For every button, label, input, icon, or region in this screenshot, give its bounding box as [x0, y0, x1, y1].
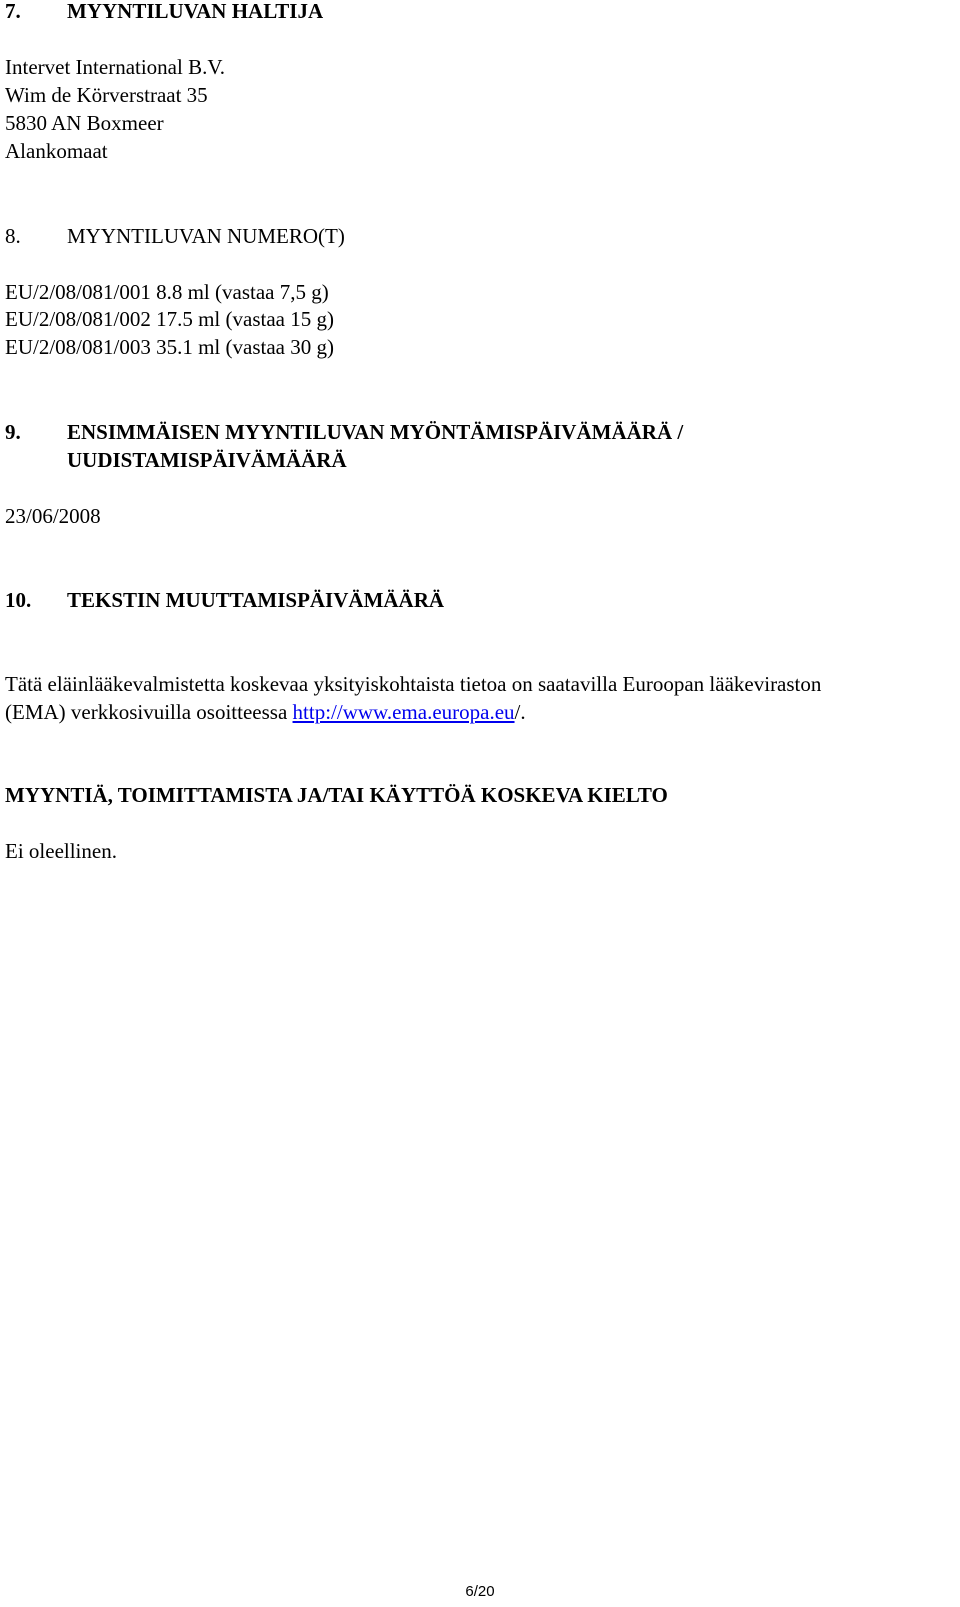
authorisation-number-1: EU/2/08/081/001 8.8 ml (vastaa 7,5 g) — [5, 280, 329, 304]
section-8-title: MYYNTILUVAN NUMERO(T) — [67, 224, 345, 248]
section-7-heading — [5, 0, 323, 25]
section-9-title-line-1: ENSIMMÄISEN MYYNTILUVAN MYÖNTÄMISPÄIVÄMÄÄRÄ / — [67, 420, 684, 444]
first-authorisation-date: 23/06/2008 — [5, 504, 101, 528]
authorisation-number-3: EU/2/08/081/003 35.1 ml (vastaa 30 g) — [5, 335, 334, 359]
section-8-number: 8. — [5, 224, 21, 248]
info-paragraph-line-1: Tätä eläinlääkevalmistetta koskevaa yksityiskohtaista tietoa on saatavilla Euroopan lääkeviraston — [5, 672, 822, 696]
authorisation-number-2: EU/2/08/081/002 17.5 ml (vastaa 15 g) — [5, 307, 334, 331]
section-9-title-line-2: UUDISTAMISPÄIVÄMÄÄRÄ — [67, 448, 347, 472]
info-paragraph-suffix: /. — [514, 700, 526, 724]
section-7-title: MYYNTILUVAN HALTIJA — [67, 0, 324, 23]
info-paragraph-line-2 — [5, 698, 526, 726]
holder-street: Wim de Körverstraat 35 — [5, 83, 208, 107]
section-8-heading — [5, 222, 345, 250]
ema-website-link[interactable]: http://www.ema.europa.eu — [292, 700, 515, 724]
section-10-heading — [5, 586, 444, 614]
section-10-title: TEKSTIN MUUTTAMISPÄIVÄMÄÄRÄ — [67, 588, 445, 612]
holder-postal-city: 5830 AN Boxmeer — [5, 111, 164, 135]
section-7-number: 7. — [5, 0, 21, 23]
section-10-number: 10. — [5, 588, 32, 612]
section-9-number: 9. — [5, 420, 21, 444]
prohibition-text: Ei oleellinen. — [5, 839, 117, 863]
page-number: 6/20 — [465, 1583, 495, 1600]
prohibition-heading: MYYNTIÄ, TOIMITTAMISTA JA/TAI KÄYTTÖÄ KOSKEVA KIELTO — [5, 783, 668, 807]
holder-country: Alankomaat — [5, 139, 108, 163]
info-paragraph-prefix: (EMA) verkkosivuilla osoitteessa — [5, 700, 293, 724]
holder-name: Intervet International B.V. — [5, 55, 226, 79]
section-9-heading — [5, 418, 683, 446]
